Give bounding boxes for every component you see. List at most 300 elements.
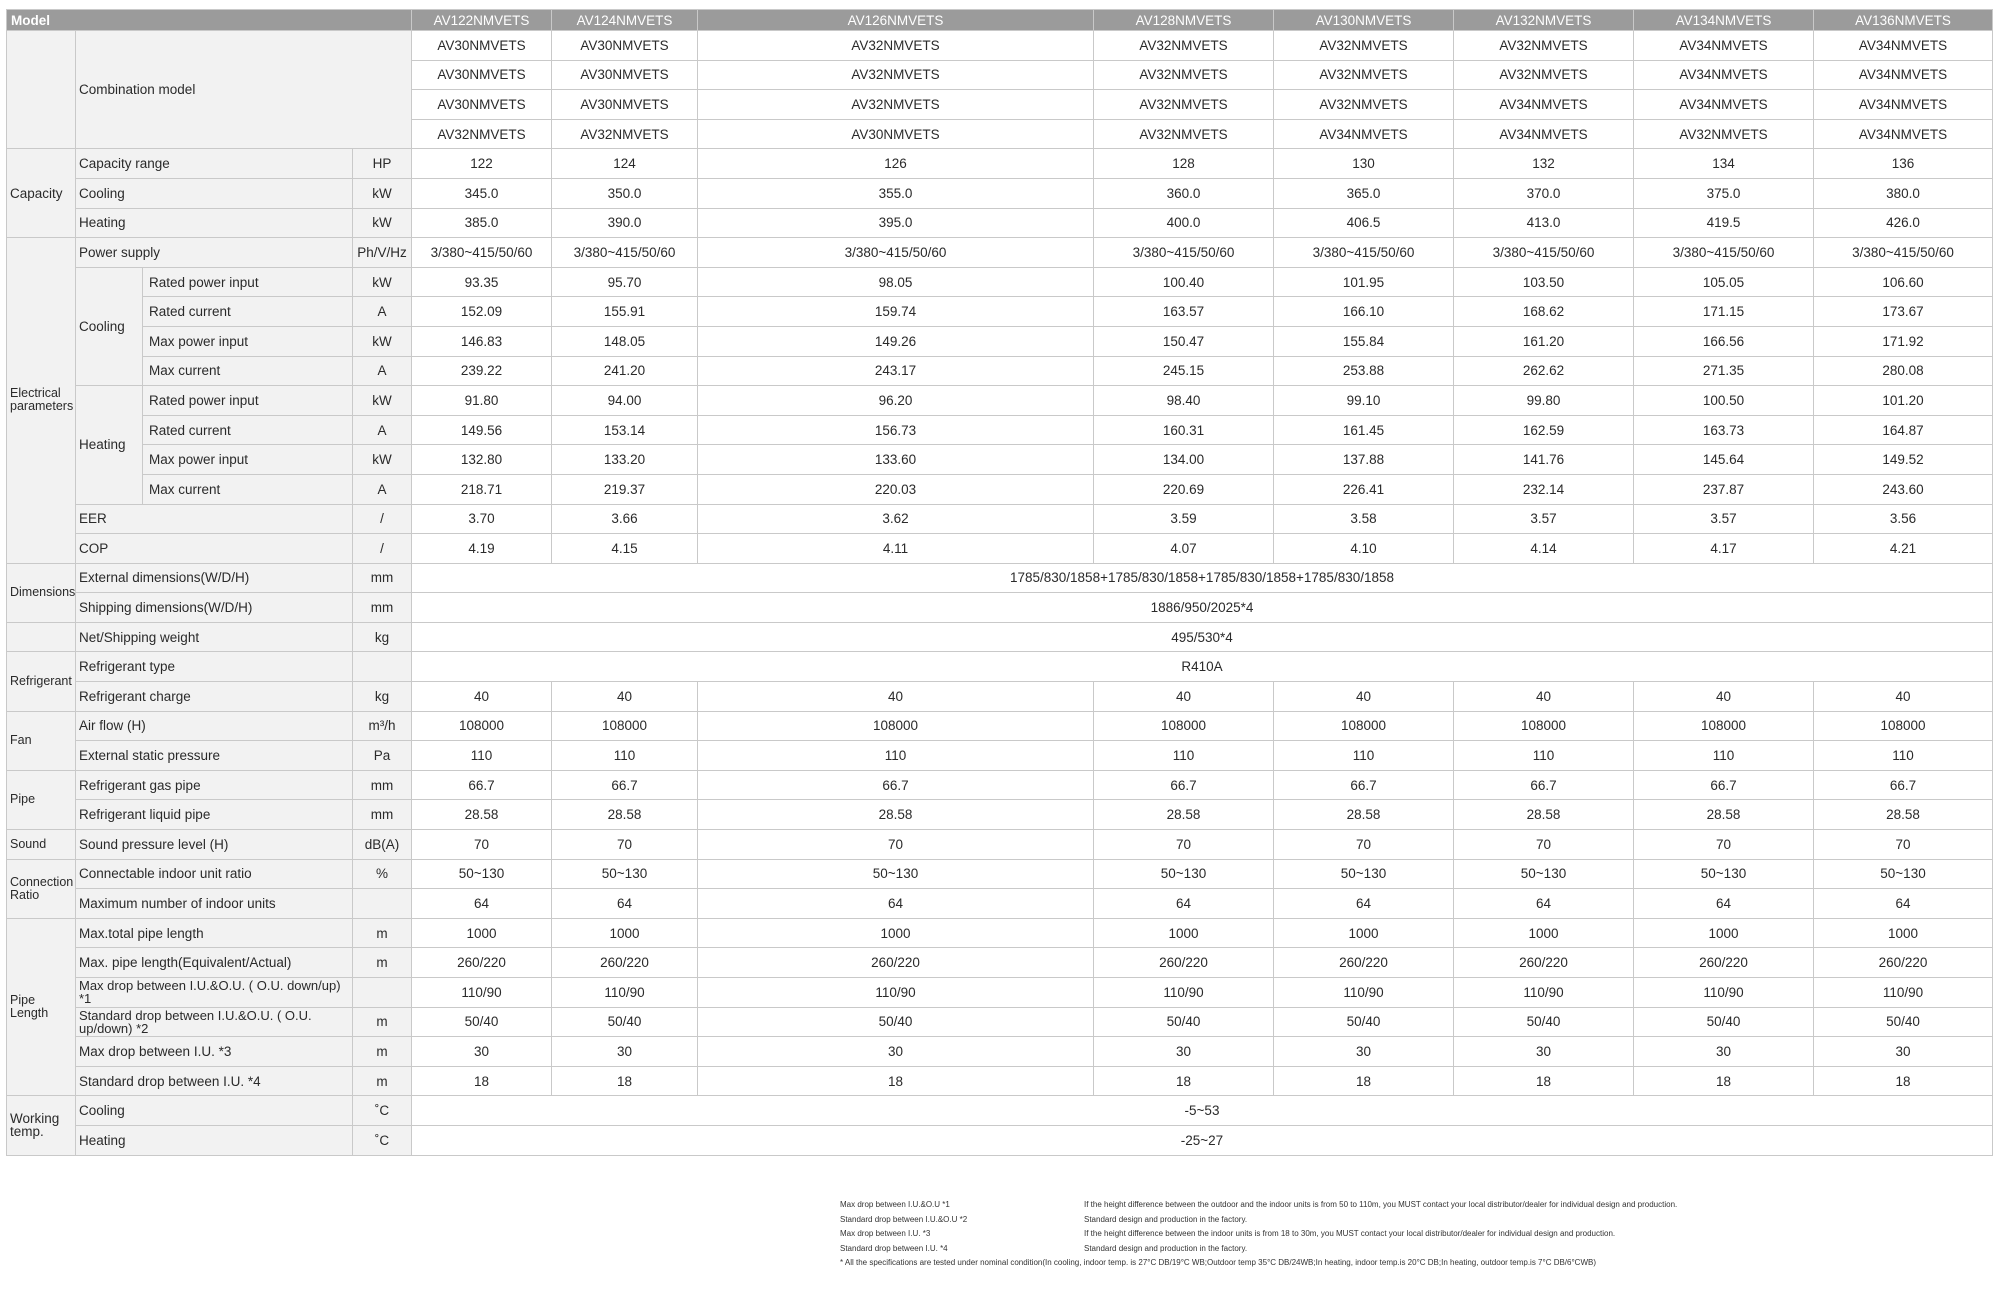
value-cell: 260/220: [1274, 948, 1454, 978]
value-cell: 3/380~415/50/60: [1274, 238, 1454, 268]
spec-row: [7, 356, 1993, 386]
category-working-temp: Working temp.: [7, 1096, 76, 1155]
value-cell: 253.88: [1274, 356, 1454, 386]
unit-cell: kg: [353, 622, 412, 652]
value-cell: 50~130: [698, 859, 1094, 889]
value-cell: 406.5: [1274, 208, 1454, 238]
value-cell: 419.5: [1634, 208, 1814, 238]
value-cell: 110: [1814, 741, 1993, 771]
value-cell: AV32NMVETS: [1274, 31, 1454, 61]
value-cell: 148.05: [552, 326, 698, 356]
value-cell: 171.15: [1634, 297, 1814, 327]
row-label: Refrigerant type: [76, 652, 353, 682]
unit-cell: kW: [353, 267, 412, 297]
value-cell: 226.41: [1274, 474, 1454, 504]
value-cell: 28.58: [552, 800, 698, 830]
row-label: Net/Shipping weight: [76, 622, 353, 652]
value-cell: AV30NMVETS: [698, 119, 1094, 149]
row-label: Refrigerant liquid pipe: [76, 800, 353, 830]
value-cell: 426.0: [1814, 208, 1993, 238]
value-cell: 98.40: [1094, 386, 1274, 416]
value-cell: 390.0: [552, 208, 698, 238]
row-label: Max power input: [143, 445, 353, 475]
spec-row: [7, 652, 1993, 682]
value-cell: 30: [1094, 1037, 1274, 1067]
value-cell: 40: [698, 682, 1094, 712]
value-cell: 1000: [1814, 918, 1993, 948]
value-cell: 166.56: [1634, 326, 1814, 356]
spec-body: [7, 31, 1993, 1156]
unit-cell: kW: [353, 208, 412, 238]
category-refrigerant: Refrigerant: [7, 652, 76, 711]
value-cell: 239.22: [412, 356, 552, 386]
row-label: Standard drop between I.U.&O.U. ( O.U. up/down) *2: [76, 1007, 353, 1037]
spec-row: [7, 326, 1993, 356]
model-name: AV130NMVETS: [1274, 10, 1454, 31]
row-label: Maximum number of indoor units: [76, 889, 353, 919]
value-cell: 108000: [1454, 711, 1634, 741]
unit-cell: m: [353, 1066, 412, 1096]
value-cell: 134: [1634, 149, 1814, 179]
value-cell: AV34NMVETS: [1454, 119, 1634, 149]
row-label: External dimensions(W/D/H): [76, 563, 353, 593]
value-cell: 4.14: [1454, 534, 1634, 564]
model-name: AV122NMVETS: [412, 10, 552, 31]
value-cell: 50~130: [1814, 859, 1993, 889]
value-cell: AV32NMVETS: [1454, 60, 1634, 90]
value-cell: 64: [412, 889, 552, 919]
value-cell: 3.57: [1634, 504, 1814, 534]
value-cell: AV34NMVETS: [1814, 60, 1993, 90]
spec-row: [7, 1007, 1993, 1037]
unit-cell: kW: [353, 445, 412, 475]
row-label: Heating: [76, 1125, 353, 1155]
value-cell: 355.0: [698, 178, 1094, 208]
value-cell: 4.07: [1094, 534, 1274, 564]
spec-row: [7, 1125, 1993, 1155]
value-cell: AV32NMVETS: [698, 31, 1094, 61]
value-cell: AV34NMVETS: [1814, 31, 1993, 61]
row-label: EER: [76, 504, 353, 534]
unit-cell: [353, 652, 412, 682]
value-cell: 110/90: [1454, 978, 1634, 1008]
value-cell: AV32NMVETS: [1274, 60, 1454, 90]
value-cell: AV30NMVETS: [552, 90, 698, 120]
category-fan: Fan: [7, 711, 76, 770]
value-cell: 162.59: [1454, 415, 1634, 445]
value-cell: 108000: [552, 711, 698, 741]
value-cell: 91.80: [412, 386, 552, 416]
value-cell: 40: [412, 682, 552, 712]
value-cell: 108000: [1814, 711, 1993, 741]
value-cell: 128: [1094, 149, 1274, 179]
value-cell: 110/90: [1094, 978, 1274, 1008]
value-cell: 171.92: [1814, 326, 1993, 356]
model-name: AV128NMVETS: [1094, 10, 1274, 31]
value-cell: 3.62: [698, 504, 1094, 534]
value-cell: 70: [698, 830, 1094, 860]
value-cell: 18: [1274, 1066, 1454, 1096]
spec-row: [7, 682, 1993, 712]
value-cell: 30: [1274, 1037, 1454, 1067]
value-cell: 40: [1094, 682, 1274, 712]
footnote-text: If the height difference between the indoor units is from 18 to 30m, you MUST contact your local distributor/dealer for individual design and production.: [1084, 1229, 1616, 1238]
value-cell: 94.00: [552, 386, 698, 416]
spec-row: [7, 386, 1993, 416]
value-cell-merged: -5~53: [412, 1096, 1993, 1126]
value-cell: 1000: [1454, 918, 1634, 948]
value-cell-merged: 1886/950/2025*4: [412, 593, 1993, 623]
value-cell: 50~130: [1094, 859, 1274, 889]
spec-row: [7, 770, 1993, 800]
value-cell: 64: [1454, 889, 1634, 919]
value-cell: 66.7: [1814, 770, 1993, 800]
value-cell: 168.62: [1454, 297, 1634, 327]
value-cell: 110/90: [698, 978, 1094, 1008]
value-cell: AV32NMVETS: [1634, 119, 1814, 149]
value-cell: 50~130: [552, 859, 698, 889]
value-cell: AV30NMVETS: [552, 60, 698, 90]
value-cell: 110/90: [1814, 978, 1993, 1008]
spec-row: [7, 830, 1993, 860]
value-cell: 156.73: [698, 415, 1094, 445]
header-row: [7, 10, 1993, 31]
value-cell: 105.05: [1634, 267, 1814, 297]
value-cell: 28.58: [1454, 800, 1634, 830]
model-header: Model: [7, 10, 412, 31]
value-cell: 30: [1454, 1037, 1634, 1067]
value-cell: 260/220: [552, 948, 698, 978]
value-cell: 145.64: [1634, 445, 1814, 475]
row-label: Cooling: [76, 1096, 353, 1126]
value-cell: 260/220: [1454, 948, 1634, 978]
value-cell: 385.0: [412, 208, 552, 238]
value-cell: 245.15: [1094, 356, 1274, 386]
value-cell: 50~130: [1454, 859, 1634, 889]
value-cell: AV30NMVETS: [412, 60, 552, 90]
value-cell: 28.58: [1094, 800, 1274, 830]
value-cell: 1000: [1094, 918, 1274, 948]
value-cell: 3/380~415/50/60: [552, 238, 698, 268]
value-cell: 365.0: [1274, 178, 1454, 208]
value-cell: AV34NMVETS: [1814, 119, 1993, 149]
value-cell: 160.31: [1094, 415, 1274, 445]
value-cell: 110: [412, 741, 552, 771]
value-cell: 133.60: [698, 445, 1094, 475]
row-label: Refrigerant gas pipe: [76, 770, 353, 800]
value-cell: 155.91: [552, 297, 698, 327]
value-cell: 153.14: [552, 415, 698, 445]
value-cell: 50~130: [412, 859, 552, 889]
value-cell: 96.20: [698, 386, 1094, 416]
value-cell: 4.10: [1274, 534, 1454, 564]
spec-row: [7, 800, 1993, 830]
row-label: Max current: [143, 356, 353, 386]
spec-row: [7, 297, 1993, 327]
value-cell: 173.67: [1814, 297, 1993, 327]
value-cell: 375.0: [1634, 178, 1814, 208]
value-cell: 219.37: [552, 474, 698, 504]
spec-row: [7, 1096, 1993, 1126]
value-cell: 1000: [1634, 918, 1814, 948]
value-cell: 3/380~415/50/60: [1634, 238, 1814, 268]
spec-row: [7, 978, 1993, 1008]
row-label: Rated current: [143, 415, 353, 445]
subgroup-heating: Heating: [76, 386, 143, 504]
model-name: AV136NMVETS: [1814, 10, 1993, 31]
spec-row: [7, 149, 1993, 179]
footnote-row: [840, 1258, 1900, 1273]
unit-cell: m: [353, 1037, 412, 1067]
value-cell: 108000: [1634, 711, 1814, 741]
value-cell: 66.7: [698, 770, 1094, 800]
value-cell: 280.08: [1814, 356, 1993, 386]
value-cell: 350.0: [552, 178, 698, 208]
spec-row: [7, 593, 1993, 623]
row-label: Shipping dimensions(W/D/H): [76, 593, 353, 623]
value-cell: 370.0: [1454, 178, 1634, 208]
value-cell: 66.7: [1634, 770, 1814, 800]
value-cell: AV32NMVETS: [552, 119, 698, 149]
value-cell: 40: [1454, 682, 1634, 712]
spec-row: [7, 267, 1993, 297]
value-cell: AV32NMVETS: [1454, 31, 1634, 61]
value-cell: 28.58: [412, 800, 552, 830]
spec-table: [6, 9, 1993, 1156]
value-cell: 64: [1634, 889, 1814, 919]
value-cell: 237.87: [1634, 474, 1814, 504]
value-cell: 101.20: [1814, 386, 1993, 416]
unit-cell: mm: [353, 800, 412, 830]
value-cell: 66.7: [412, 770, 552, 800]
unit-cell: m: [353, 1007, 412, 1037]
value-cell: 260/220: [1094, 948, 1274, 978]
value-cell: 64: [552, 889, 698, 919]
category-sound: Sound: [7, 830, 76, 860]
value-cell: 108000: [412, 711, 552, 741]
value-cell: 99.10: [1274, 386, 1454, 416]
footnote-text: Standard design and production in the factory.: [1084, 1243, 1248, 1253]
value-cell: 110/90: [1634, 978, 1814, 1008]
value-cell: 18: [1814, 1066, 1993, 1096]
category-connection-ratio: Connection Ratio: [7, 859, 76, 918]
row-label: Rated power input: [143, 386, 353, 416]
value-cell: 124: [552, 149, 698, 179]
value-cell: 66.7: [552, 770, 698, 800]
value-cell: 152.09: [412, 297, 552, 327]
value-cell: 161.20: [1454, 326, 1634, 356]
unit-cell: A: [353, 356, 412, 386]
row-label: Rated current: [143, 297, 353, 327]
spec-row: [7, 859, 1993, 889]
row-label: Refrigerant charge: [76, 682, 353, 712]
value-cell: 50/40: [412, 1007, 552, 1037]
value-cell: 50/40: [1814, 1007, 1993, 1037]
unit-cell: ˚C: [353, 1125, 412, 1155]
value-cell: 3/380~415/50/60: [1454, 238, 1634, 268]
value-cell: 132: [1454, 149, 1634, 179]
value-cell: 395.0: [698, 208, 1094, 238]
value-cell: 66.7: [1274, 770, 1454, 800]
value-cell: 70: [412, 830, 552, 860]
value-cell: 1000: [1274, 918, 1454, 948]
value-cell: 122: [412, 149, 552, 179]
value-cell: 241.20: [552, 356, 698, 386]
value-cell: 1000: [552, 918, 698, 948]
value-cell: 243.60: [1814, 474, 1993, 504]
row-label: Capacity range: [76, 149, 353, 179]
value-cell: 18: [552, 1066, 698, 1096]
row-label: External static pressure: [76, 741, 353, 771]
footnote-term: Standard drop between I.U. *4: [840, 1243, 948, 1253]
value-cell: 70: [1634, 830, 1814, 860]
value-cell: 64: [1274, 889, 1454, 919]
value-cell: AV34NMVETS: [1454, 90, 1634, 120]
footnote-text: If the height difference between the outdoor and the indoor units is from 50 to 110m, you MUST contact your local distributor/dealer for individual design and production.: [1084, 1200, 1678, 1209]
unit-cell: dB(A): [353, 830, 412, 860]
row-label: Max.total pipe length: [76, 918, 353, 948]
value-cell: 110: [1634, 741, 1814, 771]
value-cell: 161.45: [1274, 415, 1454, 445]
spec-row: [7, 415, 1993, 445]
value-cell: 64: [1094, 889, 1274, 919]
value-cell: 4.15: [552, 534, 698, 564]
footnote-row: [840, 1244, 1900, 1259]
footnote-row: [840, 1200, 1900, 1215]
spec-row: [7, 948, 1993, 978]
footnotes: [840, 1200, 1900, 1273]
unit-cell: [353, 978, 412, 1008]
spec-row: [7, 474, 1993, 504]
value-cell: 40: [1814, 682, 1993, 712]
model-name: AV126NMVETS: [698, 10, 1094, 31]
value-cell: 18: [1454, 1066, 1634, 1096]
value-cell: 4.21: [1814, 534, 1993, 564]
value-cell: 232.14: [1454, 474, 1634, 504]
value-cell: 130: [1274, 149, 1454, 179]
value-cell: 163.73: [1634, 415, 1814, 445]
value-cell: AV32NMVETS: [1094, 90, 1274, 120]
value-cell: 110: [1454, 741, 1634, 771]
value-cell: 260/220: [1634, 948, 1814, 978]
row-label: Max power input: [143, 326, 353, 356]
row-label: Heating: [76, 208, 353, 238]
value-cell: 3/380~415/50/60: [1094, 238, 1274, 268]
value-cell: 150.47: [1094, 326, 1274, 356]
combination-label: Combination model: [76, 31, 412, 149]
value-cell: 149.56: [412, 415, 552, 445]
value-cell: 110/90: [552, 978, 698, 1008]
row-label: Power supply: [76, 238, 353, 268]
spec-row: [7, 178, 1993, 208]
row-label: COP: [76, 534, 353, 564]
category-pipe: Pipe: [7, 770, 76, 829]
value-cell: 98.05: [698, 267, 1094, 297]
value-cell: 400.0: [1094, 208, 1274, 238]
spec-row: [7, 238, 1993, 268]
value-cell: 110/90: [412, 978, 552, 1008]
model-group-blank: [7, 31, 76, 149]
unit-cell: m³/h: [353, 711, 412, 741]
row-label: Max. pipe length(Equivalent/Actual): [76, 948, 353, 978]
value-cell: 50/40: [1274, 1007, 1454, 1037]
footnote-term: Max drop between I.U. *3: [840, 1229, 931, 1238]
unit-cell: A: [353, 415, 412, 445]
category-dimensions: Dimensions: [7, 563, 76, 622]
value-cell: 110: [552, 741, 698, 771]
row-label: Max drop between I.U.&O.U. ( O.U. down/up) *1: [76, 978, 353, 1008]
value-cell: AV34NMVETS: [1274, 119, 1454, 149]
value-cell: 141.76: [1454, 445, 1634, 475]
unit-cell: ˚C: [353, 1096, 412, 1126]
value-cell: 149.26: [698, 326, 1094, 356]
value-cell: AV30NMVETS: [412, 31, 552, 61]
value-cell: 133.20: [552, 445, 698, 475]
spec-row: [7, 622, 1993, 652]
value-cell: 95.70: [552, 267, 698, 297]
value-cell: 159.74: [698, 297, 1094, 327]
spec-row: [7, 918, 1993, 948]
unit-cell: Ph/V/Hz: [353, 238, 412, 268]
value-cell: 3/380~415/50/60: [1814, 238, 1993, 268]
value-cell: 64: [1814, 889, 1993, 919]
value-cell: AV34NMVETS: [1814, 90, 1993, 120]
row-label: Sound pressure level (H): [76, 830, 353, 860]
value-cell: AV32NMVETS: [1094, 119, 1274, 149]
value-cell: 413.0: [1454, 208, 1634, 238]
value-cell: 3/380~415/50/60: [698, 238, 1094, 268]
row-label: Cooling: [76, 178, 353, 208]
row-label: Standard drop between I.U. *4: [76, 1066, 353, 1096]
value-cell: 100.50: [1634, 386, 1814, 416]
value-cell: 3.57: [1454, 504, 1634, 534]
value-cell: 70: [1274, 830, 1454, 860]
footnote-term: Standard drop between I.U.&O.U *2: [840, 1214, 968, 1224]
value-cell: AV30NMVETS: [412, 90, 552, 120]
combination-row: [7, 31, 1993, 61]
unit-cell: A: [353, 297, 412, 327]
value-cell: 155.84: [1274, 326, 1454, 356]
unit-cell: mm: [353, 593, 412, 623]
value-cell: 146.83: [412, 326, 552, 356]
value-cell: 40: [552, 682, 698, 712]
value-cell: 110: [1094, 741, 1274, 771]
value-cell: 132.80: [412, 445, 552, 475]
value-cell: 66.7: [1454, 770, 1634, 800]
value-cell: 3/380~415/50/60: [412, 238, 552, 268]
value-cell: 260/220: [698, 948, 1094, 978]
weight-category-blank: [7, 622, 76, 652]
value-cell: 40: [1274, 682, 1454, 712]
value-cell: 108000: [698, 711, 1094, 741]
row-label: Rated power input: [143, 267, 353, 297]
value-cell: AV32NMVETS: [1094, 31, 1274, 61]
value-cell: 136: [1814, 149, 1993, 179]
value-cell: 149.52: [1814, 445, 1993, 475]
unit-cell: kW: [353, 326, 412, 356]
spec-row: [7, 889, 1993, 919]
value-cell: 360.0: [1094, 178, 1274, 208]
value-cell: 220.03: [698, 474, 1094, 504]
value-cell: 50/40: [552, 1007, 698, 1037]
value-cell: 3.70: [412, 504, 552, 534]
model-name: AV132NMVETS: [1454, 10, 1634, 31]
value-cell: 380.0: [1814, 178, 1993, 208]
value-cell: 218.71: [412, 474, 552, 504]
footnote-text: Standard design and production in the factory.: [1084, 1214, 1248, 1224]
value-cell: 220.69: [1094, 474, 1274, 504]
value-cell: 50~130: [1274, 859, 1454, 889]
